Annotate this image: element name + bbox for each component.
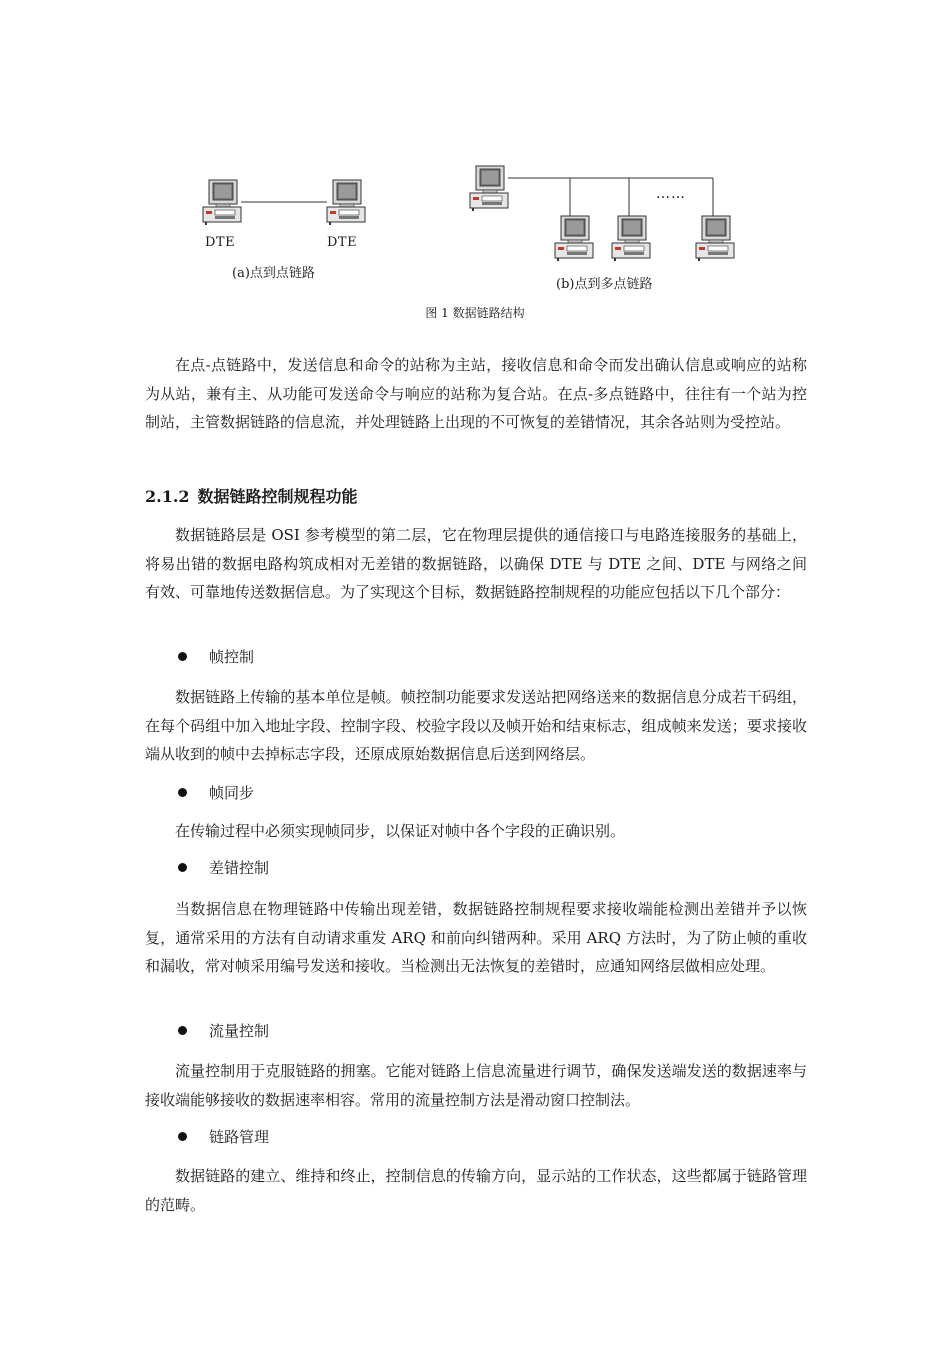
computer-icon (327, 180, 365, 225)
figure-caption: 图 1 数据链路结构 (425, 306, 525, 320)
computer-icon (555, 216, 593, 261)
list-item-text: 数据链路上传输的基本单位是帧。帧控制功能要求发送站把网络送来的数据信息分成若干码组，在每个码组中加入地址字段、控制字段、校验字段以及帧开始和结束标志，组成帧来发送；要求接收端从收到的帧中去掉标志字段，还原成原始数据信息后送到网络层。 (145, 688, 807, 763)
list-item-text: 数据链路的建立、维持和终止，控制信息的传输方向，显示站的工作状态，这些都属于链路管理的范畴。 (145, 1167, 807, 1214)
dte-label-right: DTE (327, 235, 358, 250)
computer-icon (612, 216, 650, 261)
bullet-icon (178, 1132, 187, 1141)
paragraph-intro: 在点-点链路中，发送信息和命令的站称为主站，接收信息和命令而发出确认信息或响应的站称为从站，兼有主、从功能可发送命令与响应的站称为复合站。在点-多点链路中，往往有一个站为控制站，主管数据链路的信息流，并处理链路上出现的不可恢复的差错情况，其余各站则为受控站。 (145, 356, 807, 431)
section-title: 数据链路控制规程功能 (197, 487, 358, 506)
network-diagram (0, 0, 950, 300)
list-item-text: 当数据信息在物理链路中传输出现差错，数据链路控制规程要求接收端能检测出差错并予以恢复，通常采用的方法有自动请求重发 ARQ 和前向纠错两种。采用 ARQ 方法时，为了防止帧的重收和漏收，常对帧采用编号发送和接收。当检测出无法恢复的差错时，应通知网络层做相应处理。 (145, 900, 807, 975)
bullet-icon (178, 1026, 187, 1035)
list-item-title: 链路管理 (178, 1126, 269, 1147)
list-item-text: 流量控制用于克服链路的拥塞。它能对链路上信息流量进行调节，确保发送端发送的数据速率与接收端能够接收的数据速率相容。常用的流量控制方法是滑动窗口控制法。 (145, 1062, 807, 1109)
list-item-title: 流量控制 (178, 1020, 269, 1041)
section-heading (145, 484, 358, 507)
subfigure-b-caption: (b)点到多点链路 (556, 277, 653, 292)
list-item-title: 差错控制 (178, 857, 269, 878)
paragraph-overview: 数据链路层是 OSI 参考模型的第二层，它在物理层提供的通信接口与电路连接服务的基础上，将易出错的数据电路构筑成相对无差错的数据链路，以确保 DTE 与 DTE 之间、DTE 与网络之间有效、可靠地传送数据信息。为了实现这个目标，数据链路控制规程的功能应包括以下几个部分： (145, 526, 807, 601)
bullet-icon (178, 863, 187, 872)
section-number: 2.1.2 (145, 487, 190, 506)
list-item-title: 帧控制 (178, 646, 254, 667)
ellipsis: …… (656, 186, 686, 202)
bullet-icon (178, 652, 187, 661)
computer-icon (470, 166, 508, 211)
figure-data-link-structure (0, 0, 950, 330)
dte-label-left: DTE (205, 235, 236, 250)
subfigure-a-caption: (a)点到点链路 (232, 266, 315, 281)
computer-icon (696, 216, 734, 261)
computer-icon (203, 180, 241, 225)
list-item-title: 帧同步 (178, 782, 254, 803)
list-item-text: 在传输过程中必须实现帧同步，以保证对帧中各个字段的正确识别。 (175, 822, 626, 840)
bullet-icon (178, 788, 187, 797)
